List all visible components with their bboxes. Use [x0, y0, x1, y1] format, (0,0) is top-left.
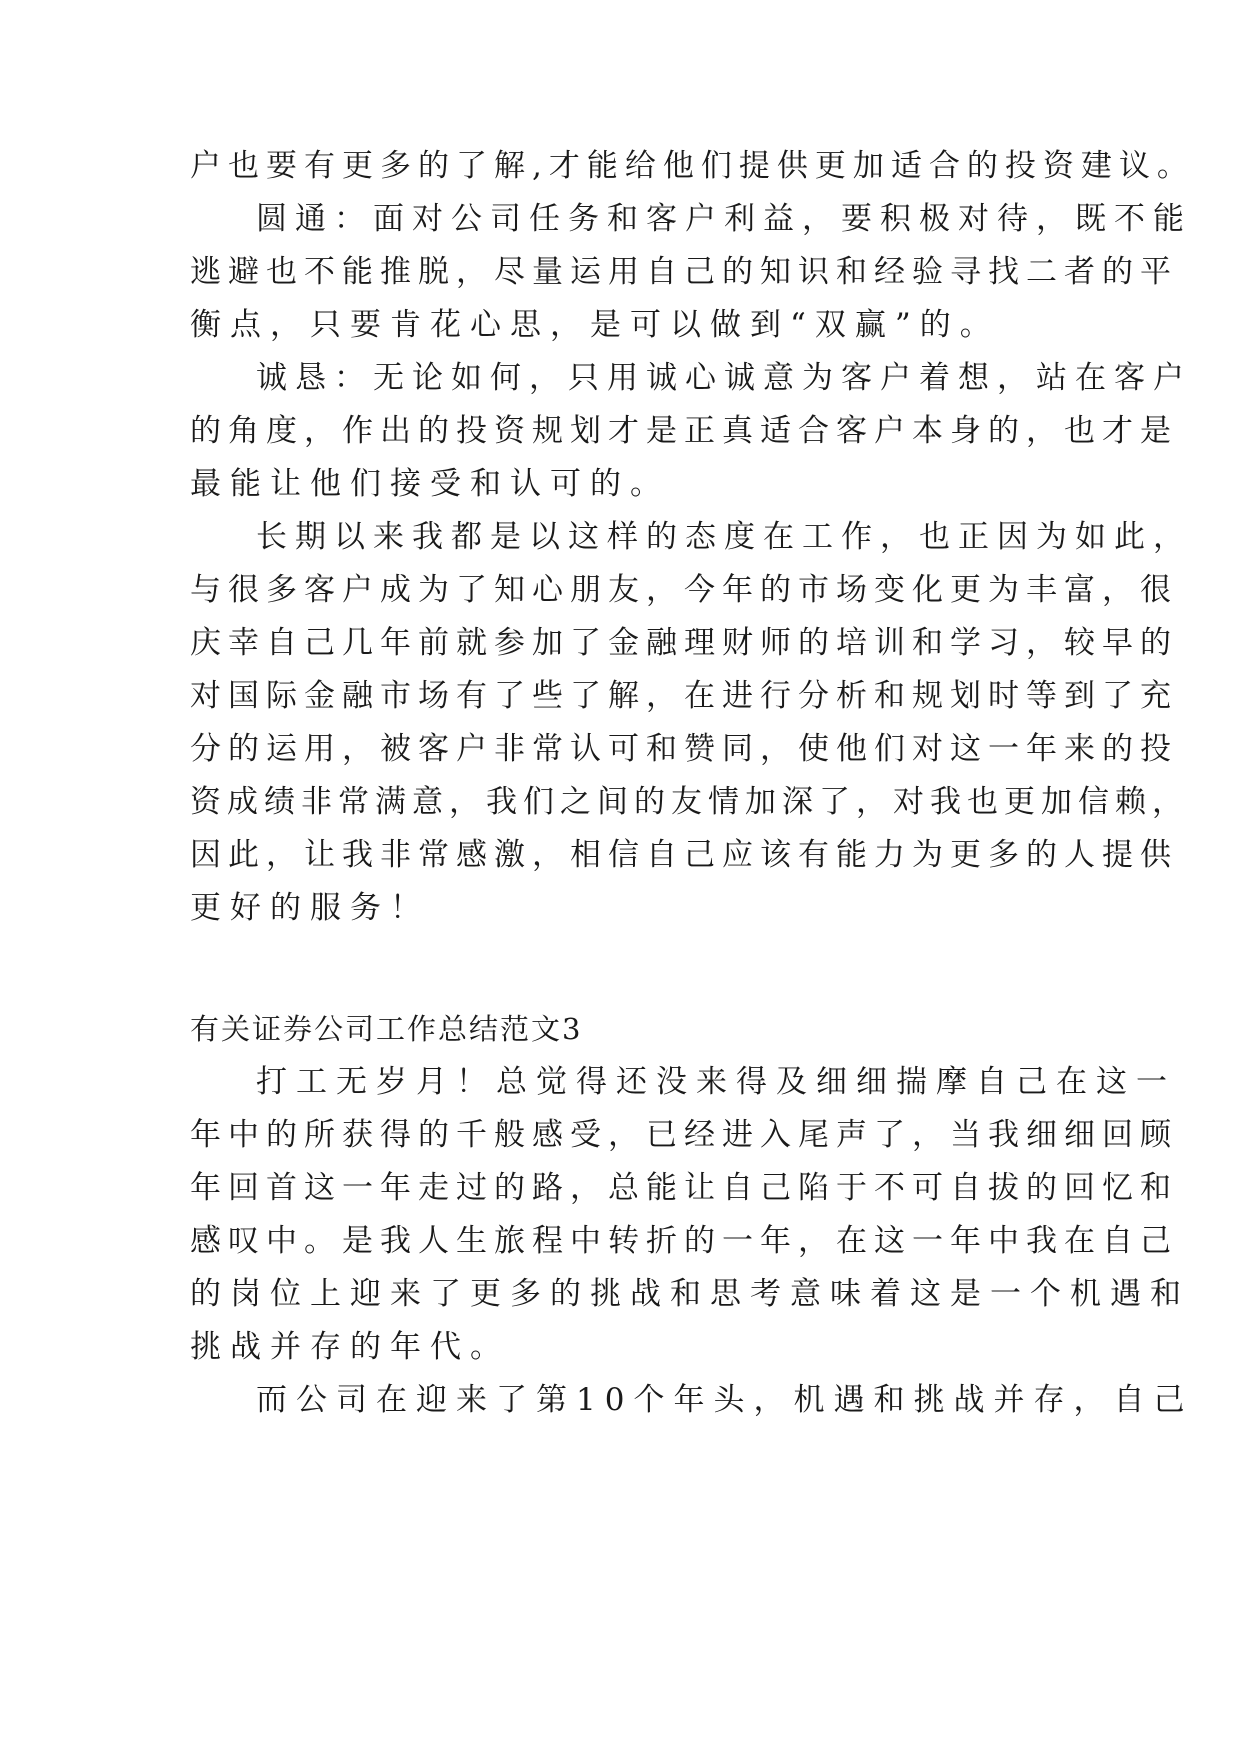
paragraph-line: 年回首这一年走过的路，总能让自己陷于不可自拔的回忆和 [190, 1170, 1178, 1206]
paragraph-line: 诚恳：无论如何，只用诚心诚意为客户着想，站在客户 [256, 360, 1192, 396]
paragraph-line: 对国际金融市场有了些了解，在进行分析和规划时等到了充 [190, 678, 1178, 714]
paragraph-line: 打工无岁月！总觉得还没来得及细细揣摩自己在这一 [256, 1064, 1176, 1100]
paragraph-line: 与很多客户成为了知心朋友，今年的市场变化更为丰富，很 [190, 572, 1178, 608]
paragraph-line: 户也要有更多的了解,才能给他们提供更加适合的投资建议。 [190, 148, 1195, 184]
paragraph-line: 因此，让我非常感激，相信自己应该有能力为更多的人提供 [190, 837, 1178, 873]
paragraph-line: 的岗位上迎来了更多的挑战和思考意味着这是一个机遇和 [190, 1276, 1190, 1312]
section-heading: 有关证券公司工作总结范文3 [190, 1012, 583, 1046]
paragraph-line: 更好的服务！ [190, 890, 430, 926]
paragraph-line: 资成绩非常满意，我们之间的友情加深了，对我也更加信赖， [190, 784, 1189, 820]
paragraph-line: 衡点，只要肯花心思，是可以做到“双赢”的。 [190, 307, 1000, 343]
paragraph-line: 庆幸自己几年前就参加了金融理财师的培训和学习，较早的 [190, 625, 1178, 661]
paragraph-line: 分的运用，被客户非常认可和赞同，使他们对这一年来的投 [190, 731, 1178, 767]
paragraph-line: 逃避也不能推脱，尽量运用自己的知识和经验寻找二者的平 [190, 254, 1178, 290]
paragraph-line: 感叹中。是我人生旅程中转折的一年，在这一年中我在自己 [190, 1223, 1178, 1259]
paragraph-line: 长期以来我都是以这样的态度在工作，也正因为如此， [256, 519, 1192, 555]
paragraph-line: 的角度，作出的投资规划才是正真适合客户本身的，也才是 [190, 413, 1178, 449]
paragraph-line: 而公司在迎来了第10个年头，机遇和挑战并存，自己 [256, 1382, 1194, 1418]
paragraph-line: 最能让他们接受和认可的。 [190, 466, 670, 502]
paragraph-line: 年中的所获得的千般感受，已经进入尾声了，当我细细回顾 [190, 1117, 1178, 1153]
paragraph-line: 挑战并存的年代。 [190, 1329, 510, 1365]
paragraph-line: 圆通：面对公司任务和客户利益，要积极对待，既不能 [256, 201, 1192, 237]
